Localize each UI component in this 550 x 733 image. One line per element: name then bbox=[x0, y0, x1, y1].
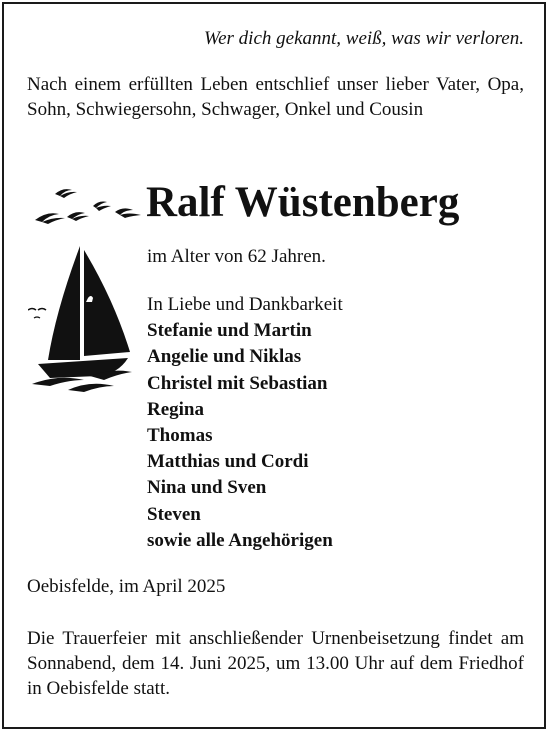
mourner: sowie alle Angehörigen bbox=[147, 529, 333, 551]
mourner: Christel mit Sebastian bbox=[147, 372, 328, 394]
intro-text: Nach einem erfüllten Leben entschlief unser lieber Vater, Opa, Sohn, Schwiegersohn, Schwager, Onkel und Cousin bbox=[27, 74, 524, 120]
mourner: Regina bbox=[147, 398, 204, 420]
mourner: Steven bbox=[147, 503, 201, 525]
mourner: Angelie und Niklas bbox=[147, 346, 302, 368]
place-date: Oebisfelde, im April 2025 bbox=[27, 576, 226, 597]
mourner: Matthias und Cordi bbox=[147, 451, 309, 473]
mourners-list bbox=[147, 292, 343, 554]
deceased-name: Ralf Wüstenberg bbox=[146, 179, 460, 226]
mourner: Nina und Sven bbox=[147, 477, 267, 499]
sailboat-icon bbox=[28, 240, 138, 400]
motto: Wer dich gekannt, weiß, was wir verloren. bbox=[204, 28, 524, 49]
funeral-notice: Die Trauerfeier mit anschließender Urnenbeisetzung findet am Sonnabend, dem 14. Juni 2025, um 13.00 Uhr auf dem Friedhof in Oebisfelde statt. bbox=[27, 628, 524, 699]
mourner: Stefanie und Martin bbox=[147, 320, 312, 342]
mourner: Thomas bbox=[147, 425, 213, 447]
age-line: im Alter von 62 Jahren. bbox=[147, 246, 326, 267]
seagulls-icon bbox=[33, 184, 143, 228]
mourners-lead: In Liebe und Dankbarkeit bbox=[147, 294, 343, 315]
